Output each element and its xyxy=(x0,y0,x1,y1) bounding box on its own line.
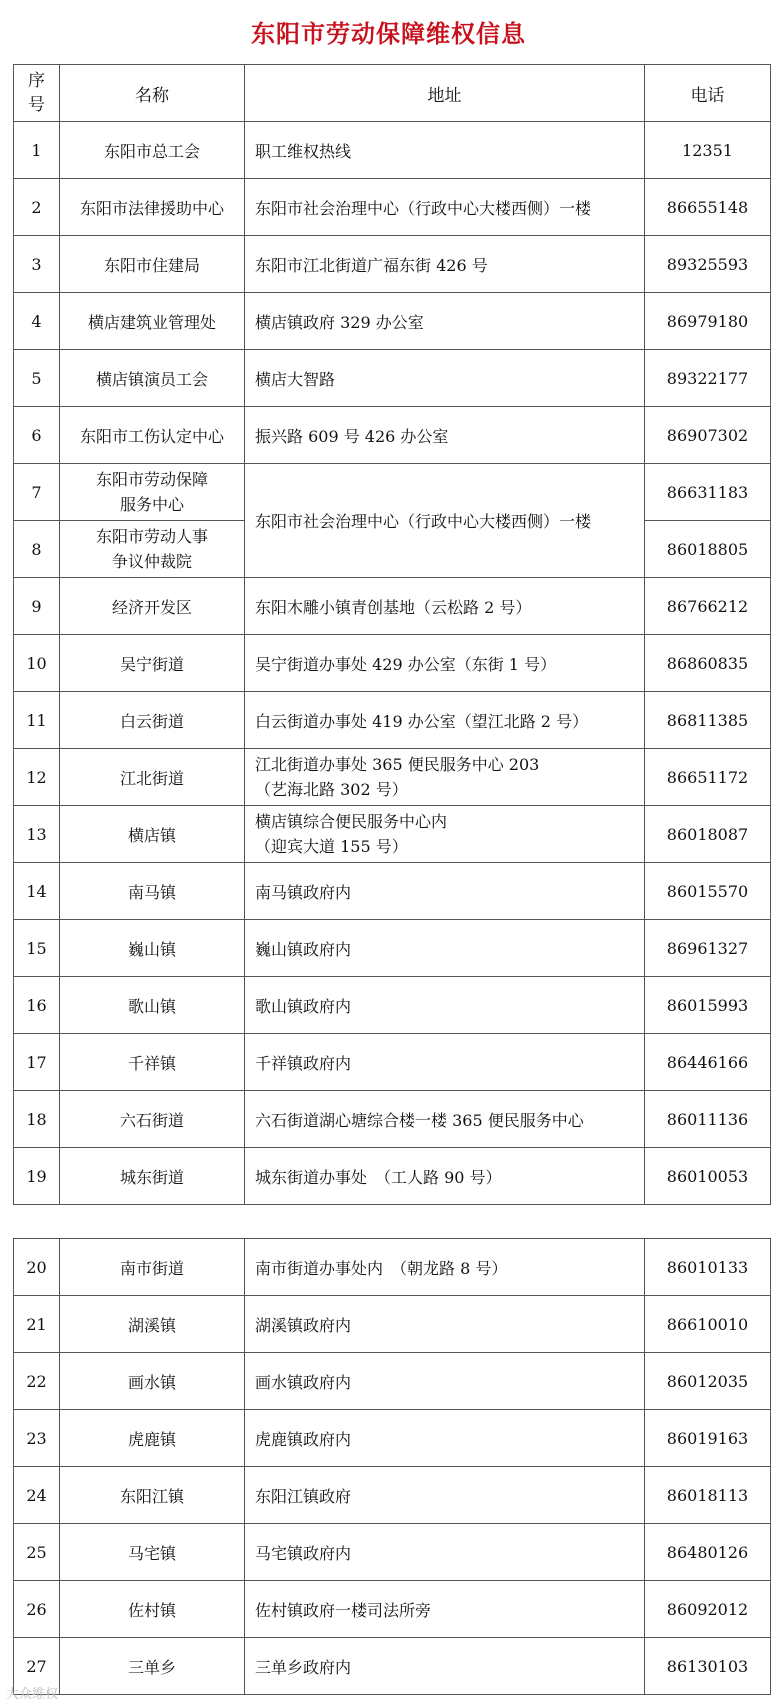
address-line1: 江北街道办事处 365 便民服务中心 203 xyxy=(255,755,540,774)
cell-no: 21 xyxy=(14,1296,60,1353)
cell-phone: 86446166 xyxy=(645,1034,771,1091)
cell-no: 23 xyxy=(14,1410,60,1467)
cell-address: 歌山镇政府内 xyxy=(245,977,645,1034)
cell-phone: 86019163 xyxy=(645,1410,771,1467)
cell-address: 城东街道办事处 （工人路 90 号） xyxy=(245,1148,645,1205)
cell-name: 千祥镇 xyxy=(60,1034,245,1091)
table-row xyxy=(14,692,771,749)
cell-no: 11 xyxy=(14,692,60,749)
cell-phone: 86610010 xyxy=(645,1296,771,1353)
cell-no: 22 xyxy=(14,1353,60,1410)
cell-name xyxy=(60,521,245,578)
cell-address: 南市街道办事处内 （朝龙路 8 号） xyxy=(245,1239,645,1296)
header-address: 地址 xyxy=(245,65,645,122)
cell-name: 江北街道 xyxy=(60,749,245,806)
info-table-part-2 xyxy=(13,1238,771,1695)
cell-name: 东阳市法律援助中心 xyxy=(60,179,245,236)
cell-name: 虎鹿镇 xyxy=(60,1410,245,1467)
cell-phone: 89325593 xyxy=(645,236,771,293)
cell-no: 4 xyxy=(14,293,60,350)
cell-phone: 86651172 xyxy=(645,749,771,806)
cell-address: 振兴路 609 号 426 办公室 xyxy=(245,407,645,464)
table-row xyxy=(14,1239,771,1296)
header-seq-line1: 序 xyxy=(28,71,45,91)
table-row xyxy=(14,635,771,692)
table-row xyxy=(14,1353,771,1410)
table-row xyxy=(14,920,771,977)
header-phone: 电话 xyxy=(645,65,771,122)
table-row xyxy=(14,407,771,464)
cell-phone: 86655148 xyxy=(645,179,771,236)
cell-no: 3 xyxy=(14,236,60,293)
cell-no: 16 xyxy=(14,977,60,1034)
cell-phone: 86011136 xyxy=(645,1091,771,1148)
cell-name: 歌山镇 xyxy=(60,977,245,1034)
cell-no: 20 xyxy=(14,1239,60,1296)
cell-phone: 86961327 xyxy=(645,920,771,977)
cell-address xyxy=(245,806,645,863)
info-table-part-1 xyxy=(13,64,771,1205)
cell-no: 5 xyxy=(14,350,60,407)
table-row xyxy=(14,1091,771,1148)
cell-address: 东阳市社会治理中心（行政中心大楼西侧）一楼 xyxy=(245,179,645,236)
table-header-row xyxy=(14,65,771,122)
name-line2: 服务中心 xyxy=(119,495,184,514)
cell-name: 横店镇 xyxy=(60,806,245,863)
cell-address: 白云街道办事处 419 办公室（望江北路 2 号） xyxy=(245,692,645,749)
cell-no: 14 xyxy=(14,863,60,920)
cell-address: 横店大智路 xyxy=(245,350,645,407)
cell-no: 8 xyxy=(14,521,60,578)
cell-no: 7 xyxy=(14,464,60,521)
cell-no: 2 xyxy=(14,179,60,236)
cell-address: 三单乡政府内 xyxy=(245,1638,645,1695)
watermark: 大众维权 xyxy=(6,1687,59,1702)
cell-address: 虎鹿镇政府内 xyxy=(245,1410,645,1467)
cell-name: 马宅镇 xyxy=(60,1524,245,1581)
table-row xyxy=(14,1034,771,1091)
table-row xyxy=(14,749,771,806)
cell-no: 25 xyxy=(14,1524,60,1581)
address-line1: 横店镇综合便民服务中心内 xyxy=(255,812,448,831)
cell-phone: 86480126 xyxy=(645,1524,771,1581)
cell-phone: 86631183 xyxy=(645,464,771,521)
cell-name: 东阳市住建局 xyxy=(60,236,245,293)
page-title: 东阳市劳动保障维权信息 xyxy=(251,19,526,48)
table-row xyxy=(14,236,771,293)
name-line1: 东阳市劳动保障 xyxy=(95,470,208,489)
cell-address: 巍山镇政府内 xyxy=(245,920,645,977)
cell-no: 27 xyxy=(14,1638,60,1695)
cell-address-merged: 东阳市社会治理中心（行政中心大楼西侧）一楼 xyxy=(245,464,645,578)
cell-name: 巍山镇 xyxy=(60,920,245,977)
cell-phone: 86015993 xyxy=(645,977,771,1034)
cell-name xyxy=(60,464,245,521)
cell-phone: 86130103 xyxy=(645,1638,771,1695)
cell-name: 东阳江镇 xyxy=(60,1467,245,1524)
cell-address: 横店镇政府 329 办公室 xyxy=(245,293,645,350)
cell-no: 6 xyxy=(14,407,60,464)
cell-no: 17 xyxy=(14,1034,60,1091)
cell-phone: 86018805 xyxy=(645,521,771,578)
cell-phone: 86015570 xyxy=(645,863,771,920)
cell-address: 东阳江镇政府 xyxy=(245,1467,645,1524)
cell-address: 六石街道湖心塘综合楼一楼 365 便民服务中心 xyxy=(245,1091,645,1148)
cell-name: 三单乡 xyxy=(60,1638,245,1695)
table-row xyxy=(14,350,771,407)
cell-address: 湖溪镇政府内 xyxy=(245,1296,645,1353)
cell-no: 18 xyxy=(14,1091,60,1148)
cell-no: 15 xyxy=(14,920,60,977)
cell-phone: 89322177 xyxy=(645,350,771,407)
cell-name: 东阳市工伤认定中心 xyxy=(60,407,245,464)
cell-name: 六石街道 xyxy=(60,1091,245,1148)
cell-name: 画水镇 xyxy=(60,1353,245,1410)
cell-phone: 86907302 xyxy=(645,407,771,464)
cell-name: 湖溪镇 xyxy=(60,1296,245,1353)
cell-no: 19 xyxy=(14,1148,60,1205)
address-line2: （迎宾大道 155 号） xyxy=(255,837,408,856)
table-row xyxy=(14,464,771,521)
cell-address: 马宅镇政府内 xyxy=(245,1524,645,1581)
cell-address: 东阳木雕小镇青创基地（云松路 2 号） xyxy=(245,578,645,635)
cell-address: 东阳市江北街道广福东街 426 号 xyxy=(245,236,645,293)
cell-name: 横店镇演员工会 xyxy=(60,350,245,407)
cell-phone: 12351 xyxy=(645,122,771,179)
cell-phone: 86010053 xyxy=(645,1148,771,1205)
header-seq xyxy=(14,65,60,122)
cell-address: 南马镇政府内 xyxy=(245,863,645,920)
table-row xyxy=(14,806,771,863)
cell-no: 9 xyxy=(14,578,60,635)
cell-name: 白云街道 xyxy=(60,692,245,749)
table-row xyxy=(14,122,771,179)
cell-phone: 86860835 xyxy=(645,635,771,692)
cell-no: 1 xyxy=(14,122,60,179)
cell-no: 26 xyxy=(14,1581,60,1638)
cell-phone: 86018087 xyxy=(645,806,771,863)
cell-name: 城东街道 xyxy=(60,1148,245,1205)
cell-address: 佐村镇政府一楼司法所旁 xyxy=(245,1581,645,1638)
table-row xyxy=(14,1524,771,1581)
table-row xyxy=(14,1467,771,1524)
table-row xyxy=(14,1148,771,1205)
cell-phone: 86766212 xyxy=(645,578,771,635)
cell-name: 南马镇 xyxy=(60,863,245,920)
cell-name: 经济开发区 xyxy=(60,578,245,635)
cell-no: 10 xyxy=(14,635,60,692)
cell-phone: 86979180 xyxy=(645,293,771,350)
table-row xyxy=(14,1638,771,1695)
header-name: 名称 xyxy=(60,65,245,122)
name-line1: 东阳市劳动人事 xyxy=(95,527,208,546)
cell-no: 12 xyxy=(14,749,60,806)
cell-phone: 86092012 xyxy=(645,1581,771,1638)
table-row xyxy=(14,293,771,350)
address-line2: （艺海北路 302 号） xyxy=(255,780,408,799)
cell-name: 横店建筑业管理处 xyxy=(60,293,245,350)
table-row xyxy=(14,179,771,236)
cell-phone: 86811385 xyxy=(645,692,771,749)
table-row xyxy=(14,977,771,1034)
cell-address: 吴宁街道办事处 429 办公室（东街 1 号） xyxy=(245,635,645,692)
table-row xyxy=(14,578,771,635)
cell-phone: 86012035 xyxy=(645,1353,771,1410)
table-row xyxy=(14,863,771,920)
table-row xyxy=(14,1296,771,1353)
cell-phone: 86018113 xyxy=(645,1467,771,1524)
name-line2: 争议仲裁院 xyxy=(111,552,192,571)
cell-address: 职工维权热线 xyxy=(245,122,645,179)
header-seq-line2: 号 xyxy=(28,95,45,115)
cell-name: 东阳市总工会 xyxy=(60,122,245,179)
cell-name: 吴宁街道 xyxy=(60,635,245,692)
cell-address xyxy=(245,749,645,806)
cell-no: 24 xyxy=(14,1467,60,1524)
cell-no: 13 xyxy=(14,806,60,863)
cell-address: 画水镇政府内 xyxy=(245,1353,645,1410)
table-row xyxy=(14,1410,771,1467)
cell-phone: 86010133 xyxy=(645,1239,771,1296)
cell-name: 佐村镇 xyxy=(60,1581,245,1638)
cell-address: 千祥镇政府内 xyxy=(245,1034,645,1091)
table-row xyxy=(14,1581,771,1638)
cell-name: 南市街道 xyxy=(60,1239,245,1296)
